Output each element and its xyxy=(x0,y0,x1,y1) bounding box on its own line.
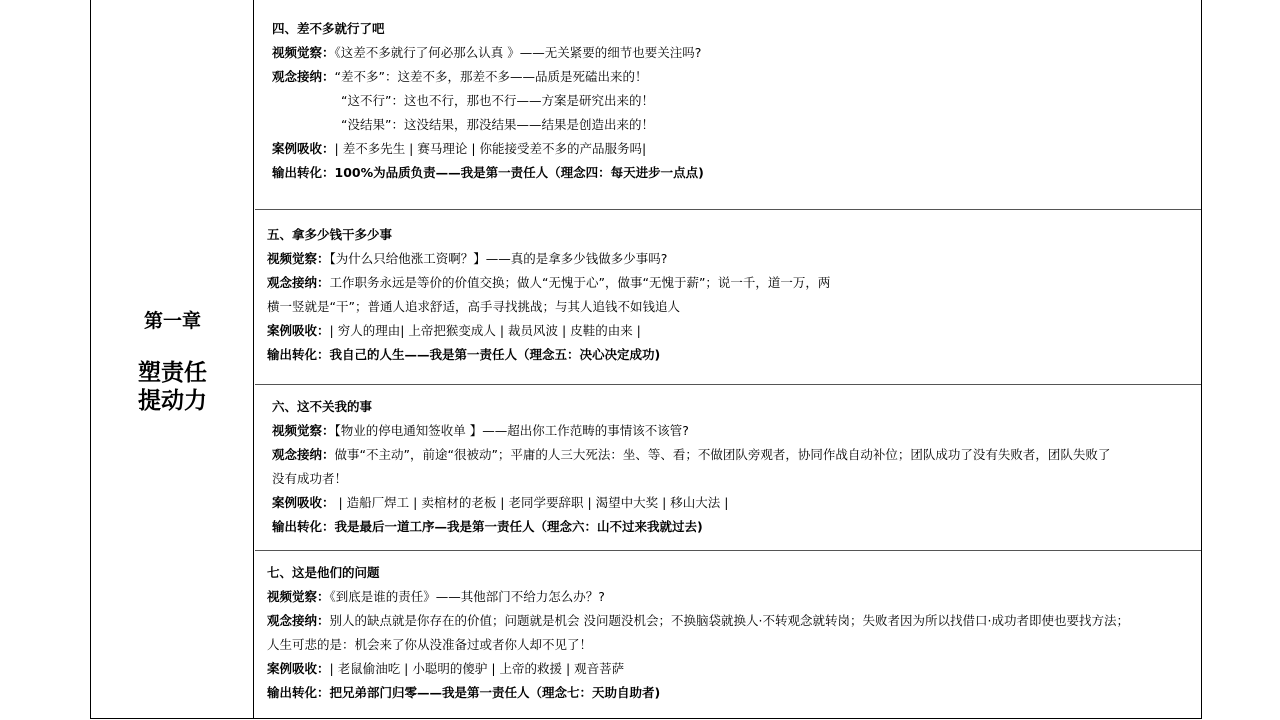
chapter-label: 第一章 xyxy=(143,310,201,332)
concept-line-1: 别人的缺点就是你存在的价值；问题就是机会 没问题没机会；不换脑袋就换人·不转观念就转岗；失败者因为所以找借口·成功者即使也要找方法； xyxy=(329,613,1129,628)
concept-line-3: “没结果”：这没结果，那没结果——结果是创造出来的！ xyxy=(341,117,654,132)
case-label: 案例吸收： xyxy=(272,141,335,156)
concept-row xyxy=(272,447,1110,463)
case-row xyxy=(272,141,646,157)
concept-row xyxy=(272,69,647,85)
concept-line-2: 人生可悲的是：机会来了你从没准备过或者你人却不见了！ xyxy=(267,637,593,652)
concept-line-2: “这不行”：这也不行，那也不行——方案是研究出来的！ xyxy=(341,93,654,108)
course-outline-table xyxy=(90,0,1202,719)
case-row xyxy=(267,323,641,339)
output-label: 输出转化： xyxy=(267,347,330,362)
video-label: 视频觉察： xyxy=(267,251,330,266)
video-row xyxy=(267,589,605,605)
concept-label: 观念接纳： xyxy=(267,613,330,628)
concept-line-2: 横一竖就是“干”；普通人追求舒适，高手寻找挑战；与其人追钱不如钱追人 xyxy=(267,299,680,314)
output-label: 输出转化： xyxy=(272,165,335,180)
output-row xyxy=(267,685,660,701)
case-text: | 穷人的理由| 上帝把猴变成人 | 裁员风波 | 皮鞋的由来 | xyxy=(329,323,641,338)
chapter-cell xyxy=(91,0,254,718)
chapter-title-line-1: 塑责任 xyxy=(138,360,207,386)
video-text: 《到底是谁的责任》——其他部门不给力怎么办？? xyxy=(329,589,605,604)
output-text: 100%为品质负责——我是第一责任人（理念四：每天进步一点点) xyxy=(334,165,704,180)
section-heading: 六、这不关我的事 xyxy=(272,399,373,414)
concept-label: 观念接纳： xyxy=(272,447,335,462)
concept-label: 观念接纳： xyxy=(272,69,335,84)
section-5 xyxy=(255,210,1201,385)
video-row xyxy=(267,251,667,267)
concept-row xyxy=(267,613,1129,629)
section-4 xyxy=(255,0,1201,210)
output-text: 我是最后一道工序—我是第一责任人（理念六：山不过来我就过去) xyxy=(334,519,703,534)
concept-line-1: “差不多”：这差不多，那差不多——品质是死磕出来的！ xyxy=(334,69,648,84)
case-label: 案例吸收： xyxy=(267,661,330,676)
output-text: 我自己的人生——我是第一责任人（理念五：决心决定成功) xyxy=(329,347,661,362)
output-row xyxy=(272,519,703,535)
output-label: 输出转化： xyxy=(272,519,335,534)
section-heading: 四、差不多就行了吧 xyxy=(272,21,385,36)
concept-line-1: 工作职务永远是等价的价值交换；做人“无愧于心”，做事“无愧于薪”；说一千，道一万，两 xyxy=(329,275,831,290)
video-label: 视频觉察： xyxy=(272,423,335,438)
video-row xyxy=(272,423,689,439)
case-text: | 造船厂焊工 | 卖棺材的老板 | 老同学要辞职 | 渴望中大奖 | 移山大法 | xyxy=(334,495,729,510)
concept-row xyxy=(267,275,830,291)
video-text: 【物业的停电通知签收单 】——超出你工作范畴的事情该不该管? xyxy=(334,423,689,438)
output-row xyxy=(267,347,660,363)
concept-label: 观念接纳： xyxy=(267,275,330,290)
output-row xyxy=(272,165,704,181)
case-row xyxy=(267,661,624,677)
video-text: 《这差不多就行了何必那么认真 》——无关紧要的细节也要关注吗? xyxy=(334,45,702,60)
concept-line-2: 没有成功者！ xyxy=(272,471,348,486)
video-text: 【为什么只给他涨工资啊？】——真的是拿多少钱做多少事吗? xyxy=(329,251,668,266)
case-text: | 老鼠偷油吃 | 小聪明的傻驴 | 上帝的救援 | 观音菩萨 xyxy=(329,661,625,676)
output-text: 把兄弟部门归零——我是第一责任人（理念七：天助自助者) xyxy=(329,685,661,700)
concept-line-1: 做事“不主动”，前途“很被动”；平庸的人三大死法：坐、等、看；不做团队旁观者，协同作战自动补位；团队成功了没有失败者，团队失败了 xyxy=(334,447,1111,462)
output-label: 输出转化： xyxy=(267,685,330,700)
chapter-title xyxy=(91,359,254,415)
section-6 xyxy=(255,385,1201,551)
section-heading: 七、这是他们的问题 xyxy=(267,565,380,580)
video-row xyxy=(272,45,701,61)
section-heading: 五、拿多少钱干多少事 xyxy=(267,227,393,242)
case-row xyxy=(272,495,729,511)
video-label: 视频觉察： xyxy=(272,45,335,60)
video-label: 视频觉察： xyxy=(267,589,330,604)
case-label: 案例吸收： xyxy=(267,323,330,338)
case-label: 案例吸收： xyxy=(272,495,335,510)
section-7 xyxy=(255,551,1201,719)
chapter-title-line-2: 提动力 xyxy=(138,388,207,414)
case-text: | 差不多先生 | 赛马理论 | 你能接受差不多的产品服务吗| xyxy=(334,141,647,156)
